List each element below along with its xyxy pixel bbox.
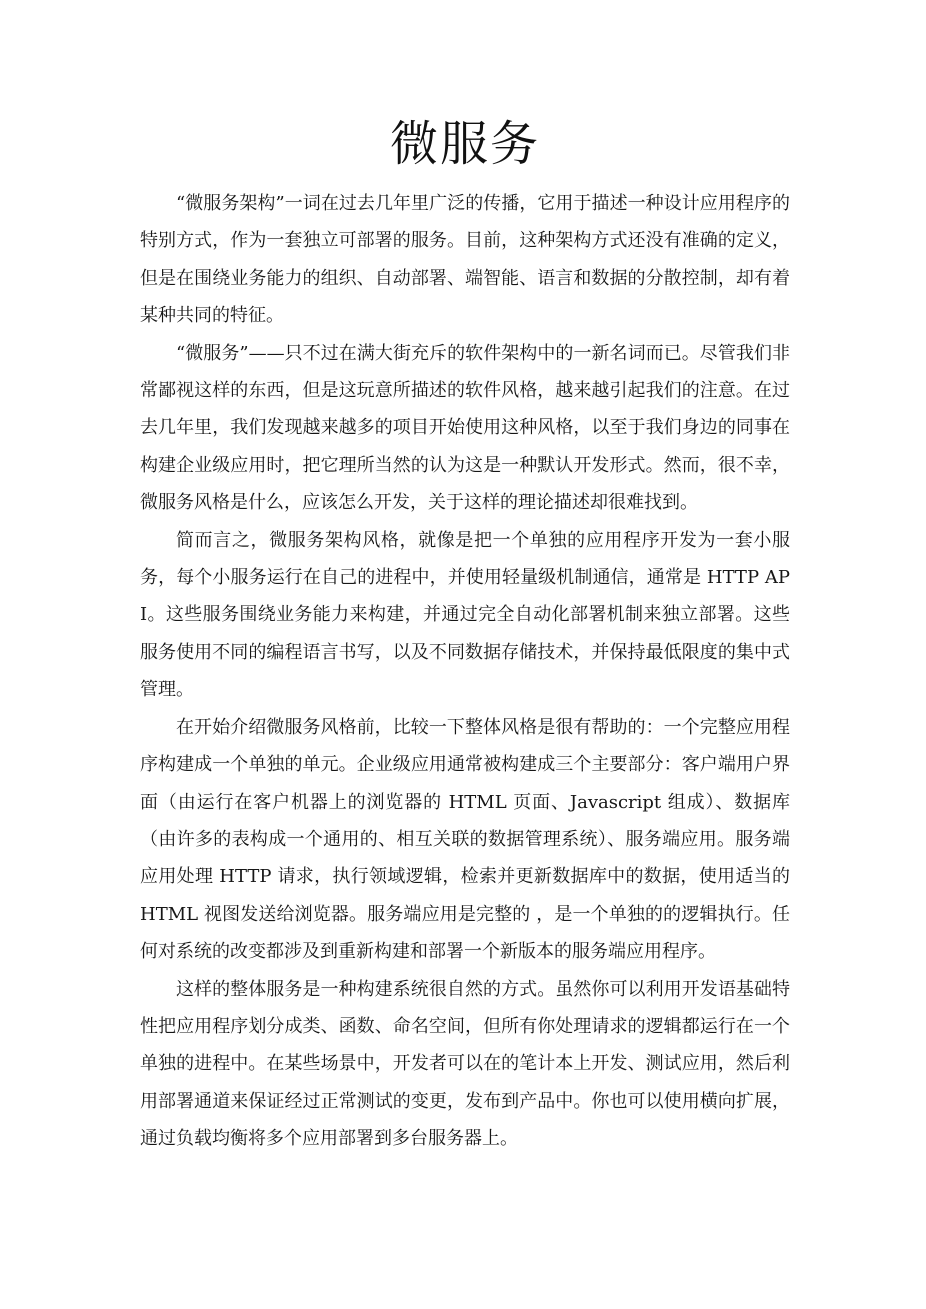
document-title: 微服务: [389, 116, 540, 172]
paragraph-definition: 简而言之，微服务架构风格，就像是把一个单独的应用程序开发为一套小服务，每个小服务运行在自己的进程中，并使用轻量级机制通信，通常是 HTTP API。这些服务围绕业务能力来构建，并通过完全自动化部署机制来独立部署。这些服务使用不同的编程语言书写，以及不同数据存储技术，并保持最低限度的集中式管理。: [140, 529, 790, 701]
paragraph-monolith-comparison: 在开始介绍微服务风格前，比较一下整体风格是很有帮助的：一个完整应用程序构建成一个单独的单元。企业级应用通常被构建成三个主要部分：客户端用户界面（由运行在客户机器上的浏览器的 HTML 页面、Javascript 组成）、数据库（由许多的表构成一个通用的、相互关联的数据管理系统）、服务端应用。服务端应用处理 HTTP 请求，执行领域逻辑，检索并更新数据库中的数据，使用适当的 HTML 视图发送给浏览器。服务端应用是完整的 ，是一个单独的的逻辑执行。任何对系统的改变都涉及到重新构建和部署一个新版本的服务端应用程序。: [140, 716, 790, 963]
paragraph-intro: “微服务架构”一词在过去几年里广泛的传播，它用于描述一种设计应用程序的特别方式，作为一套独立可部署的服务。目前，这种架构方式还没有准确的定义，但是在围绕业务能力的组织、自动部署、端智能、语言和数据的分散控制，却有着某种共同的特征。: [140, 193, 790, 327]
paragraph-buzzword: “微服务”——只不过在满大街充斥的软件架构中的一新名词而已。尽管我们非常鄙视这样的东西，但是这玩意所描述的软件风格，越来越引起我们的注意。在过去几年里，我们发现越来越多的项目开始使用这种风格，以至于我们身边的同事在构建企业级应用时，把它理所当然的认为这是一种默认开发形式。然而，很不幸，微服务风格是什么，应该怎么开发，关于这样的理论描述却很难找到。: [140, 342, 790, 514]
paragraph-monolith-nature: 这样的整体服务是一种构建系统很自然的方式。虽然你可以利用开发语基础特性把应用程序划分成类、函数、命名空间，但所有你处理请求的逻辑都运行在一个单独的进程中。在某些场景中，开发者可以在的笔计本上开发、测试应用，然后利用部署通道来保证经过正常测试的变更，发布到产品中。你也可以使用横向扩展，通过负载均衡将多个应用部署到多台服务器上。: [140, 978, 790, 1150]
